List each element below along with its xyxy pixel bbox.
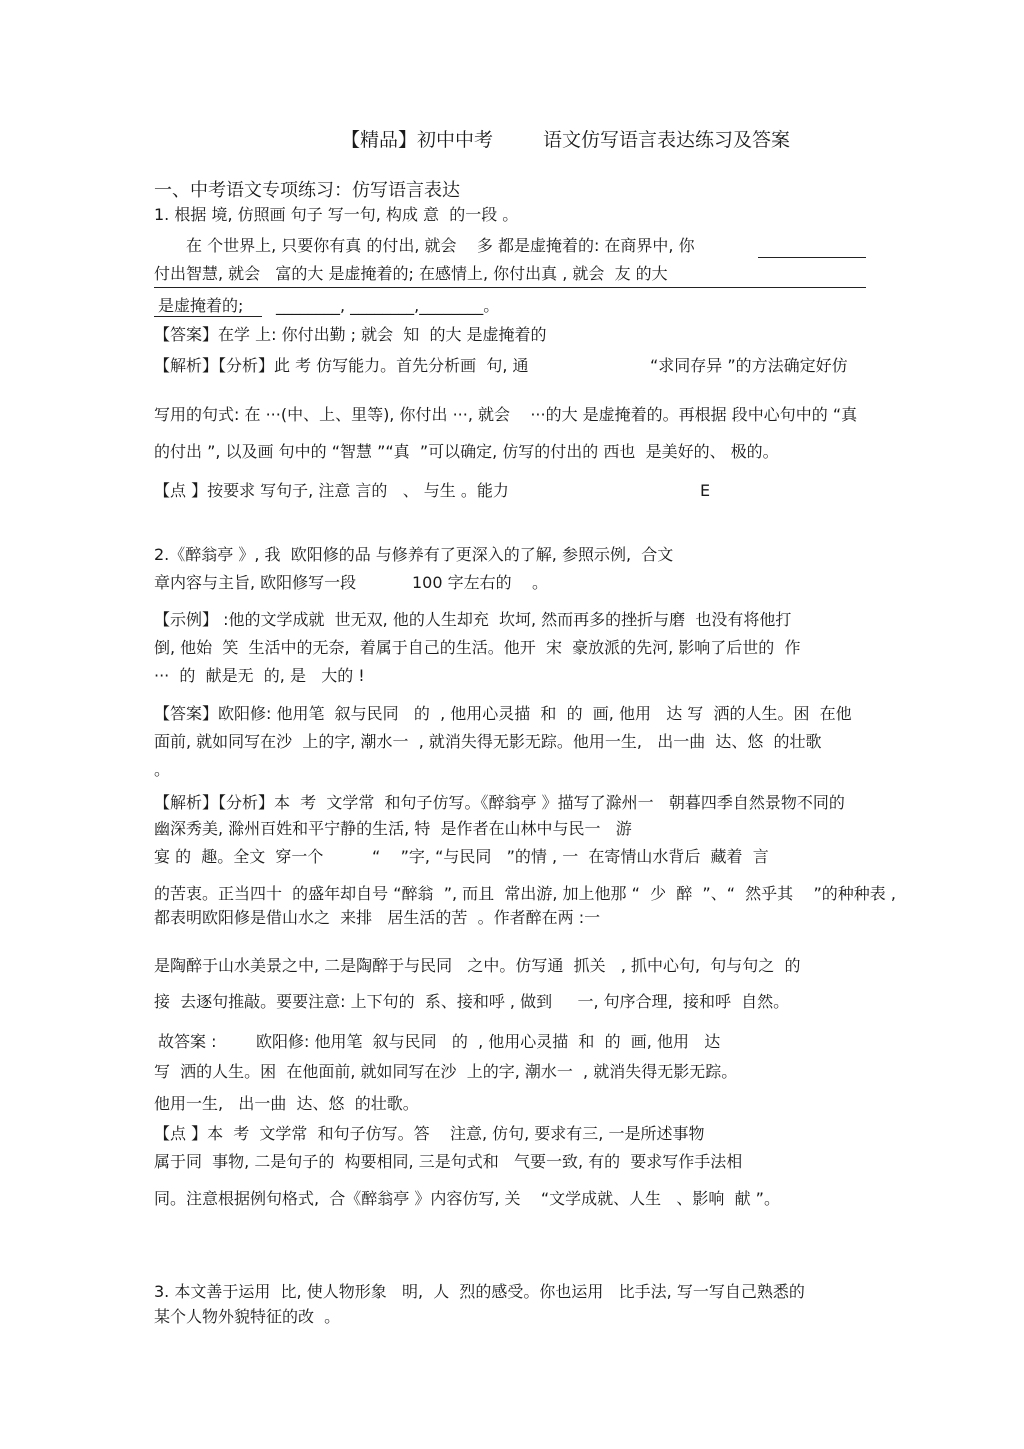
- q2-comment-line3: 同。注意根据例句格式, 合《醉翁亭 》内容仿写, 关 “文学成就、人生 、影响 献 ”。: [154, 1189, 780, 1208]
- q2-prompt-line2a: 章内容与主旨, 欧阳修写一段: [154, 573, 357, 592]
- q1-answer: 【答案】在学 上: 你付出勤 ; 就会 知 的大 是虚掩着的: [154, 325, 547, 344]
- q2-analysis-line2: 幽深秀美, 滁州百姓和平宁静的生活, 特 是作者在山林中与民一 游: [154, 819, 632, 838]
- q1-comment: 【点 】按要求 写句子, 注意 言的 、 与生 。能力: [154, 481, 509, 500]
- q2-analysis-line4: 的苦衷。正当四十 的盛年却自号 “醉翁 ”, 而且 常出游, 加上他那 “ 少 醉 ”、“ 然乎其 ”的种种表 ,: [154, 884, 896, 903]
- q1-passage-line3: 是虚掩着的;: [158, 296, 244, 315]
- q1-analysis-line3: 的付出 ”, 以及画 句中的 “智慧 ”“真 ”可以确定, 仿写的付出的 西也 是美好的、 极的。: [154, 442, 779, 461]
- q2-final-answer-line2: 写 洒的人生。困 在他面前, 就如同写在沙 上的字, 潮水一 , 就消失得无影无踪。: [154, 1062, 738, 1081]
- q1-analysis-line1a: 【解析】【分析】此 考 仿写能力。首先分析画 句, 通: [154, 356, 529, 375]
- q2-analysis-line3a: 宴 的 趣。全文 穿一个: [154, 847, 324, 866]
- section-heading: 一、中考语文专项练习：仿写语言表达: [154, 180, 460, 201]
- q1-passage-line1: 在 个世界上, 只要你有真 的付出, 就会 多 都是虚掩着的: 在商界中, 你: [186, 236, 695, 255]
- q2-answer-line1: 【答案】欧阳修: 他用笔 叙与民同 的 , 他用心灵描 和 的 画, 他用 达 写 洒的人生。困 在他: [154, 704, 852, 723]
- q2-final-answer-label: 故答案 :: [158, 1032, 217, 1051]
- q1-analysis-line1b: “求同存异 ”的方法确定好仿: [650, 356, 848, 375]
- blank-rule: [758, 257, 866, 258]
- q1-analysis-line2: 写用的句式: 在 ···(中、上、里等), 你付出 ···, 就会 ···的大 是虚掩着的。再根据 段中心句中的 “真: [154, 405, 858, 424]
- doc-title-part1: 【精品】初中中考: [341, 129, 494, 151]
- doc-title-part2: 语文仿写语言表达练习及答案: [543, 129, 791, 151]
- q3-prompt-line2: 某个人物外貌特征的改 。: [154, 1307, 341, 1326]
- q2-analysis-line6: 是陶醉于山水美景之中, 二是陶醉于与民同 之中。仿写通 抓关 , 抓中心句, 句与句之 的: [154, 956, 801, 975]
- q2-analysis-line7: 接 去逐句推敲。要要注意: 上下句的 系、接和呼 , 做到 一, 句序合理, 接和呼 自然。: [154, 992, 790, 1011]
- q2-final-answer-line1: 欧阳修: 他用笔 叙与民同 的 , 他用心灵描 和 的 画, 他用 达: [256, 1032, 721, 1051]
- q2-answer-line2: 面前, 就如同写在沙 上的字, 潮水一 , 就消失得无影无踪。他用一生, 出一曲 达、悠 的壮歌: [154, 732, 822, 751]
- q2-analysis-line1: 【解析】【分析】本 考 文学常 和句子仿写。《醉翁亭 》描写了滁州一 朝暮四季自然景物不同的: [154, 793, 845, 812]
- q2-example-line3: ··· 的 献是无 的, 是 大的 !: [154, 666, 365, 685]
- q3-prompt-line1: 3. 本文善于运用 比, 使人物形象 明, 人 烈的感受。你也运用 比手法, 写一写自己熟悉的: [154, 1282, 805, 1301]
- q2-answer-line3: 。: [154, 760, 171, 779]
- q2-prompt-line2b: 100 字左右的 。: [412, 573, 548, 592]
- q1-prompt: 1. 根据 境, 仿照画 句子 写一句, 构成 意 的一段 。: [154, 205, 519, 224]
- q2-final-answer-line3: 他用一生, 出一曲 达、悠 的壮歌。: [154, 1094, 419, 1113]
- q2-prompt-line1: 2.《醉翁亭 》, 我 欧阳修的品 与修养有了更深入的了解, 参照示例, 合文: [154, 545, 674, 564]
- q1-blanks: ________, ________,________。: [276, 296, 500, 315]
- q2-comment-line1: 【点 】本 考 文学常 和句子仿写。答 注意, 仿句, 要求有三, 一是所述事物: [154, 1124, 705, 1143]
- q1-comment-mark: E: [700, 481, 711, 500]
- answer-rule: [154, 287, 866, 288]
- q2-comment-line2: 属于同 事物, 二是句子的 构要相同, 三是句式和 气要一致, 有的 要求写作手法相: [154, 1152, 743, 1171]
- q2-analysis-line3b: “ ”字, “与民同 ”的情 , 一 在寄情山水背后 藏着 言: [372, 847, 769, 866]
- blank-rule: [154, 316, 262, 317]
- q2-analysis-line5: 都表明欧阳修是借山水之 来排 居生活的苦 。作者醉在两 :一: [154, 908, 601, 927]
- q2-example-line1: 【示例】 :他的文学成就 世无双, 他的人生却充 坎坷, 然而再多的挫折与磨 也没有将他打: [154, 610, 792, 629]
- q1-passage-line2: 付出智慧, 就会 富的大 是虚掩着的; 在感情上, 你付出真 , 就会 友 的大: [154, 264, 668, 283]
- q2-example-line2: 倒, 他始 笑 生活中的无奈, 着属于自己的生活。他开 宋 豪放派的先河, 影响了后世的 作: [154, 638, 801, 657]
